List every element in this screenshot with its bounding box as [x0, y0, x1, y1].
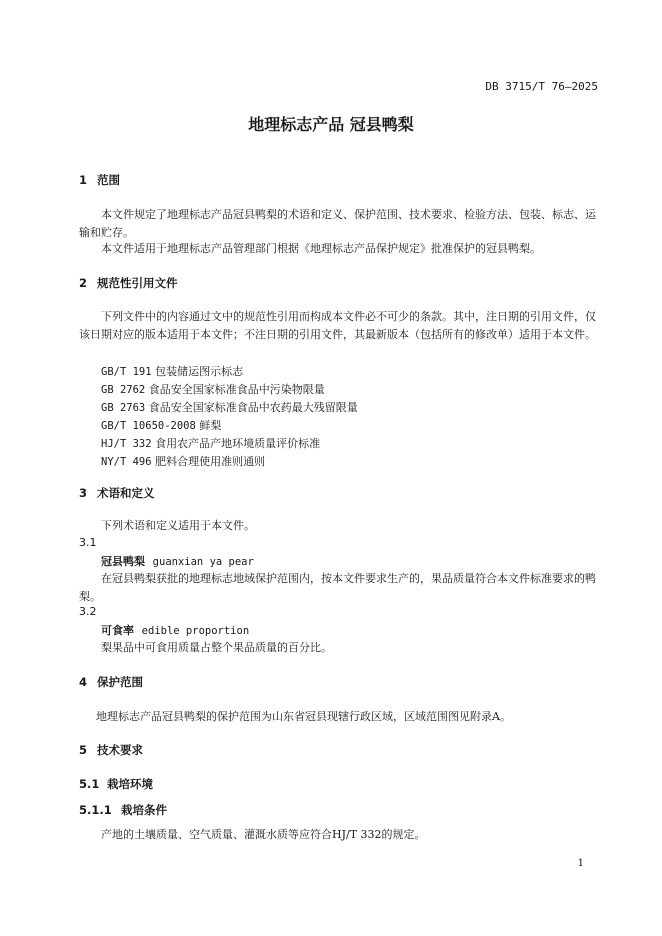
reference-title: 食用农产品产地环境质量评价标准: [155, 437, 321, 450]
term-name-en: edible proportion: [141, 625, 250, 637]
term-number: 3.2: [79, 605, 97, 618]
reference-item: [101, 363, 243, 379]
reference-item: [101, 435, 320, 451]
reference-title: 包装储运图示标志: [155, 365, 244, 378]
reference-code: NY/T 496: [101, 456, 152, 468]
section-number: 5.1.1: [79, 803, 112, 817]
reference-title: 肥料合理使用准则通则: [155, 455, 266, 468]
section-title: 栽培环境: [107, 777, 153, 791]
section-3-intro: 下列术语和定义适用于本文件。: [101, 519, 255, 532]
reference-title: 鲜梨: [199, 419, 222, 432]
section-number: 5.1: [79, 777, 100, 791]
section-4-paragraph: 地理标志产品冠县鸭梨的保护范围为山东省冠县现辖行政区域，区域范围图见附录A。: [96, 710, 511, 723]
reference-code: GB/T 191: [101, 366, 152, 378]
page-number: 1: [577, 858, 584, 869]
reference-item: [101, 399, 358, 415]
term-name-zh: 可食率: [101, 624, 134, 637]
section-title: 栽培条件: [121, 803, 167, 817]
reference-code: GB 2762: [101, 384, 146, 396]
document-title: 地理标志产品 冠县鸭梨: [248, 115, 414, 134]
section-3-heading: [79, 485, 155, 501]
reference-title: 食品安全国家标准食品中农药最大残留限量: [148, 401, 358, 414]
section-number: 1: [79, 173, 88, 187]
reference-item: [101, 417, 221, 433]
section-1-heading: [79, 172, 120, 188]
term-definition: 梨果品中可食用质量占整个果品质量的百分比。: [101, 641, 332, 654]
term-number: 3.1: [79, 536, 97, 549]
section-5-heading: [79, 742, 143, 758]
reference-code: GB/T 10650-2008: [101, 420, 196, 432]
section-number: 5: [79, 743, 88, 757]
section-4-heading: [79, 674, 143, 690]
reference-item: [101, 453, 265, 469]
section-title: 术语和定义: [97, 486, 155, 500]
section-1-paragraph-2: 本文件适用于地理标志产品管理部门根据《地理标志产品保护规定》批准保护的冠县鸭梨。: [101, 242, 541, 255]
reference-code: HJ/T 332: [101, 438, 152, 450]
reference-code: GB 2763: [101, 402, 146, 414]
section-number: 2: [79, 276, 88, 290]
term-name-en: guanxian ya pear: [152, 556, 254, 568]
subsection-5-1-1-heading: [79, 802, 167, 818]
reference-item: [101, 381, 325, 397]
subsection-5-1-heading: [79, 776, 153, 792]
term-heading: [101, 622, 249, 638]
section-2-heading: [79, 275, 178, 291]
reference-title: 食品安全国家标准食品中污染物限量: [148, 383, 325, 396]
term-name-zh: 冠县鸭梨: [101, 555, 145, 568]
section-title: 范围: [97, 173, 120, 187]
section-number: 4: [79, 675, 88, 689]
section-number: 3: [79, 486, 88, 500]
document-number: DB 3715/T 76—2025: [485, 80, 598, 93]
section-title: 技术要求: [97, 743, 143, 757]
section-5-1-1-paragraph: 产地的土壤质量、空气质量、灌溉水质等应符合HJ/T 332的规定。: [101, 828, 426, 841]
term-definition: 在冠县鸭梨获批的地理标志地域保护范围内，按本文件要求生产的，果品质量符合本文件标准要求的鸭梨。: [79, 572, 596, 603]
section-2-intro: 下列文件中的内容通过文中的规范性引用而构成本文件必不可少的条款。其中，注日期的引用文件，仅该日期对应的版本适用于本文件；不注日期的引用文件，其最新版本（包括所有的修改单）适用于本文件。: [79, 310, 596, 341]
section-title: 保护范围: [97, 675, 143, 689]
term-heading: [101, 553, 254, 569]
section-1-paragraph-1: 本文件规定了地理标志产品冠县鸭梨的术语和定义、保护范围、技术要求、检验方法、包装、标志、运输和贮存。: [79, 208, 596, 239]
section-title: 规范性引用文件: [97, 276, 178, 290]
